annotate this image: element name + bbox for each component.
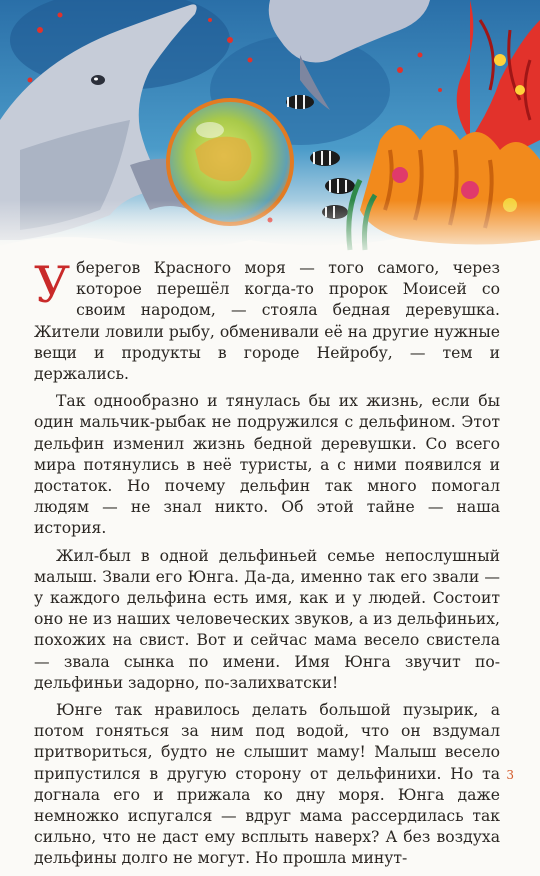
paragraph-3: Жил-был в одной дельфиньей семье непослушный малыш. Звали его Юнга. Да-да, именно так его звали — у каждого дельфина есть имя, как и у людей. Состоит оно не из наших человеческих звуков, а из дельфиньих, похожих на свист. Вот и сейчас мама весело свистела — звала сынка по имени. Имя Юнга звучит по-дельфиньи задорно, по-залихватски! xyxy=(34,546,500,692)
paragraph-2: Так однообразно и тянулась бы их жизнь, если бы один мальчик-рыбак не подружился с дельфином. Этот дельфин изменил жизнь бедной деревушки. Со всего мира потянулись в неё туристы, а с ними появился и достаток. Но почему дельфин так много помогал людям — не знал никто. Об этой тайне — наша история. xyxy=(34,392,500,538)
paragraph-1 xyxy=(34,258,500,385)
story-text xyxy=(34,258,500,876)
page-number: 3 xyxy=(506,768,514,782)
drop-cap: У xyxy=(34,256,71,314)
paragraph-1-text: берегов Красного моря — того самого, через которое перешёл когда-то пророк Моисей со своим народом, — стояла бедная деревушка. Жители ловили рыбу, обменивали её на другие нужные вещи и продукты в городе Нейробу, — тем и держались. xyxy=(34,259,500,384)
paragraph-4: Юнге так нравилось делать большой пузырик, а потом гоняться за ним под водой, что он вздумал притвориться, будто не слышит маму! Малыш весело припустился в другую сторону от дельфинихи. Но та догнала его и прижала ко дну моря. Юнга даже немножко испугался — вдруг мама рассердилась так сильно, что не даст ему всплыть наверх? А без воздуха дельфины долго не могут. Но прошла минут- xyxy=(34,701,500,868)
underwater-scene xyxy=(0,0,540,262)
header-illustration xyxy=(0,0,540,262)
